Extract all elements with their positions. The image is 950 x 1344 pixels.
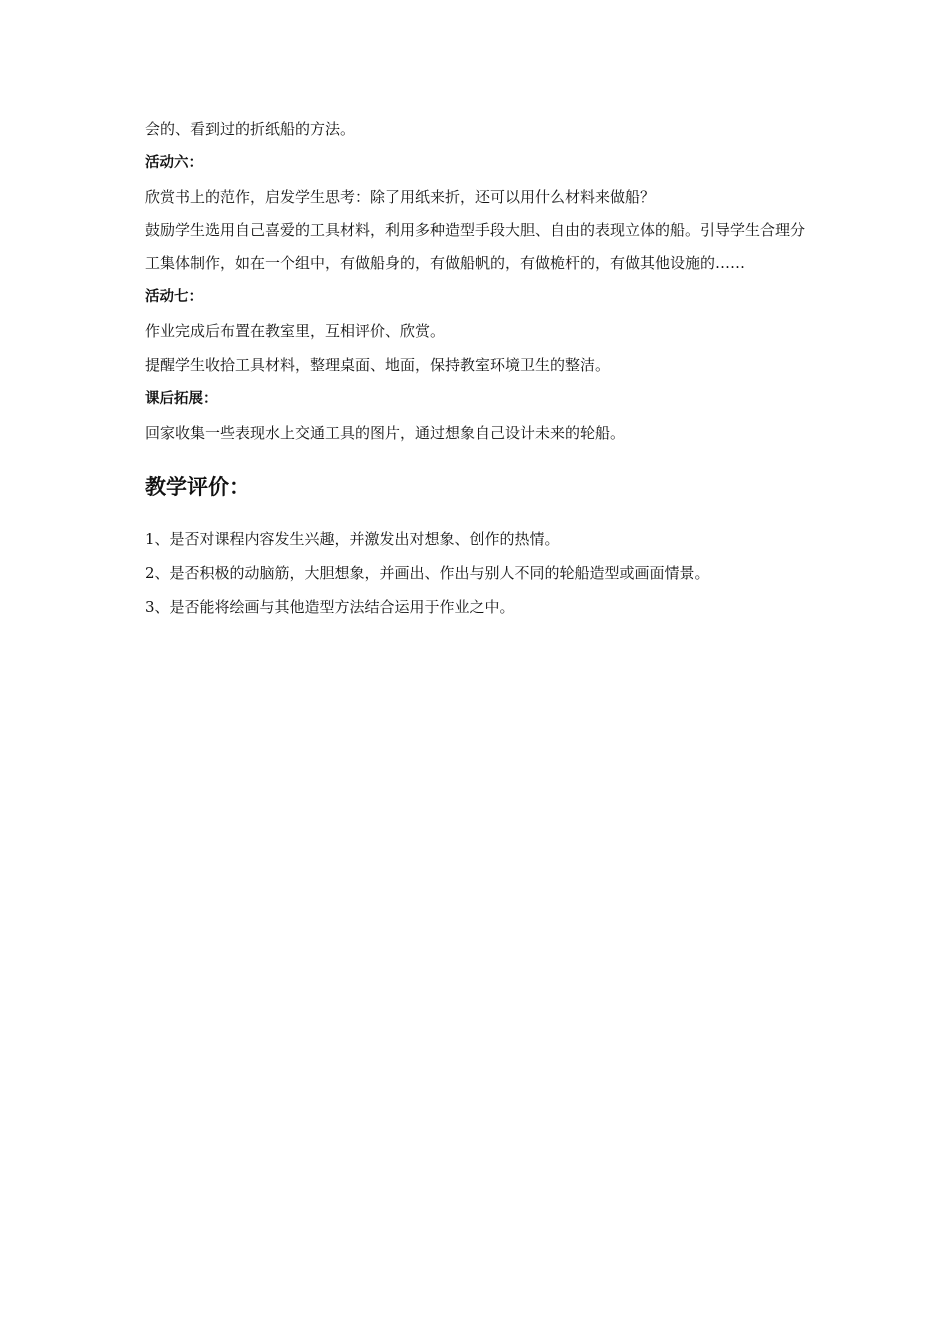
extension-paragraph: 回家收集一些表现水上交通工具的图片，通过想象自己设计未来的轮船。: [145, 424, 626, 442]
evaluation-item-2: 2、是否积极的动脑筋，大胆想象，并画出、作出与别人不同的轮船造型或画面情景。: [145, 564, 710, 582]
intro-tail-paragraph: 会的、看到过的折纸船的方法。: [145, 120, 356, 138]
activity-six-paragraph-2: 鼓励学生选用自己喜爱的工具材料，利用多种造型手段大胆、自由的表现立体的船。引导学生合理分工集体制作，如在一个组中，有做船身的，有做船帆的，有做桅杆的，有做其他设施的……: [145, 221, 806, 272]
activity-seven-paragraph-2: 提醒学生收拾工具材料，整理桌面、地面，保持教室环境卫生的整洁。: [145, 356, 611, 374]
document-body: [145, 112, 811, 624]
activity-six-heading: 活动六：: [145, 155, 203, 171]
evaluation-heading: 教学评价：: [145, 475, 250, 499]
evaluation-item-1: 1、是否对课程内容发生兴趣，并激发出对想象、创作的热情。: [145, 530, 560, 548]
activity-six-paragraph-1: 欣赏书上的范作，启发学生思考：除了用纸来折，还可以用什么材料来做船？: [145, 188, 656, 206]
activity-seven-paragraph-1: 作业完成后布置在教室里，互相评价、欣赏。: [145, 322, 446, 340]
activity-seven-heading: 活动七：: [145, 289, 203, 305]
evaluation-item-3: 3、是否能将绘画与其他造型方法结合运用于作业之中。: [145, 598, 515, 616]
extension-heading: 课后拓展：: [145, 391, 218, 407]
